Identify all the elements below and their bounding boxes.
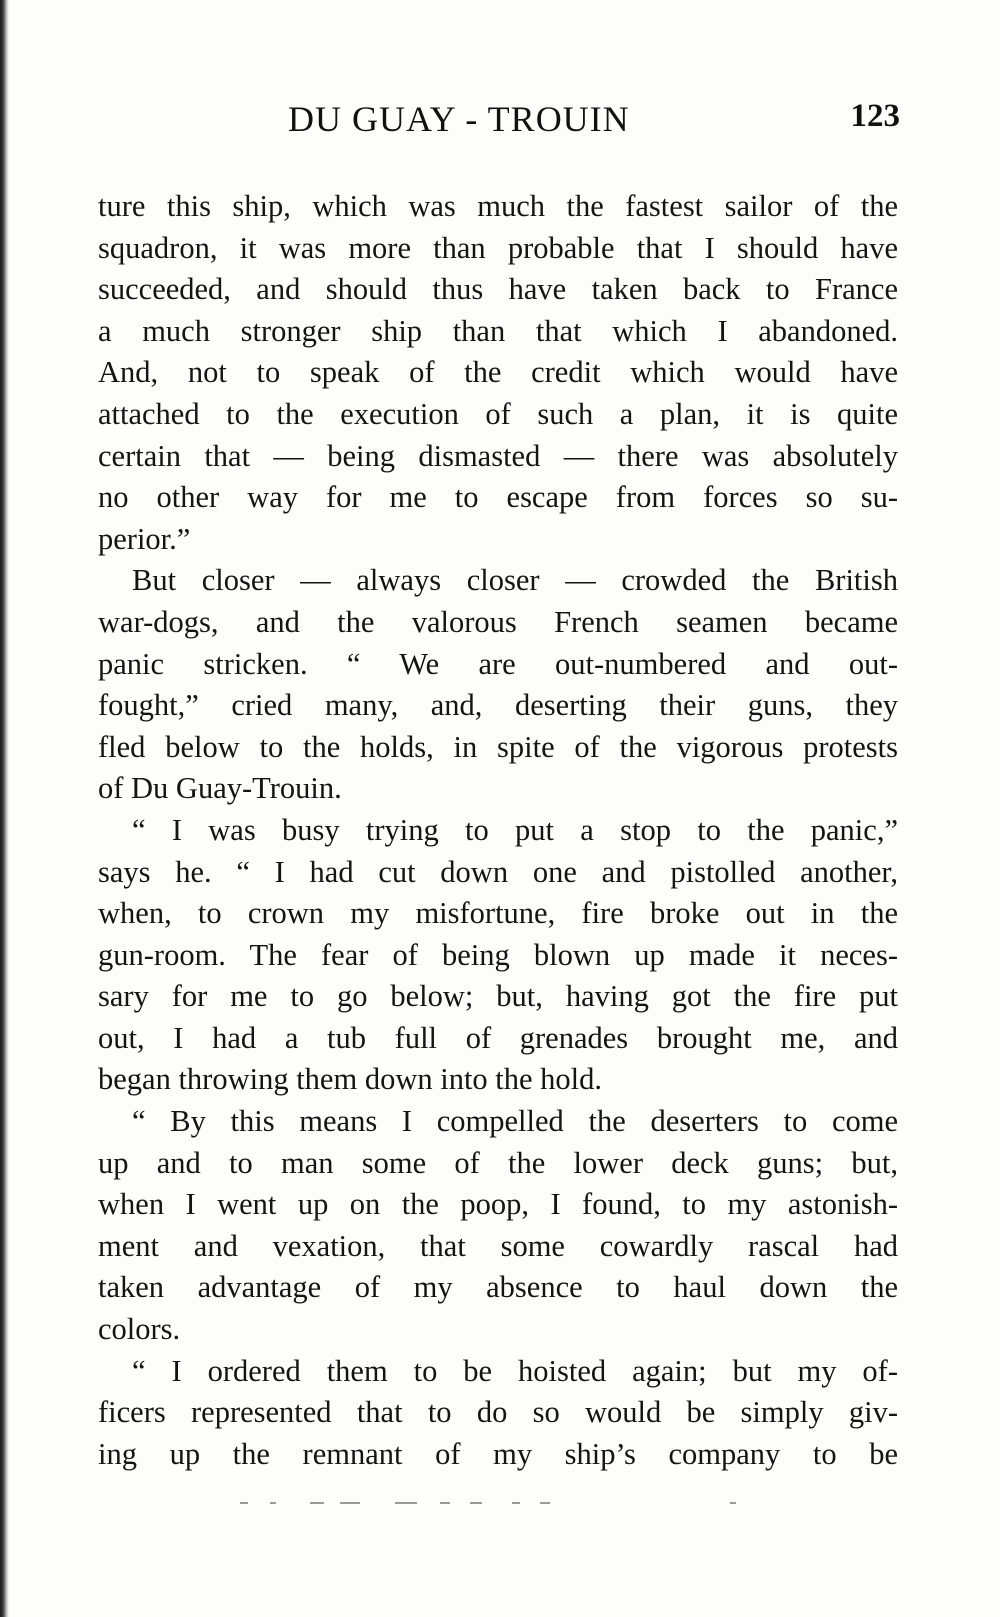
text-line: ture this ship, which was much the fastest sailor of the — [98, 189, 898, 223]
text-line: panic stricken. “ We are out-numbered and out- — [98, 646, 898, 681]
text-line: attached to the execution of such a plan, it is quite — [98, 396, 898, 431]
running-title: DU GUAY - TROUIN — [288, 99, 630, 139]
print-specks — [240, 1502, 760, 1506]
text-line: sary for me to go below; but, having got the fire put — [98, 979, 898, 1014]
body-text — [98, 186, 898, 1475]
text-line: “ By this means I compelled the deserters to come — [132, 1104, 898, 1139]
text-line: fought,” cried many, and, deserting their guns, they — [98, 688, 898, 723]
text-line: colors. — [98, 1312, 181, 1347]
text-line: ficers represented that to do so would be simply giv- — [98, 1395, 898, 1430]
text-line: And, not to speak of the credit which would have — [98, 355, 898, 390]
text-line: But closer — always closer — crowded the British — [132, 563, 898, 598]
page-gutter-edge — [0, 0, 9, 1617]
text-line: “ I ordered them to be hoisted again; but my of- — [132, 1353, 898, 1388]
text-line: succeeded, and should thus have taken back to France — [98, 272, 898, 307]
text-line: taken advantage of my absence to haul down the — [98, 1270, 898, 1305]
text-line: says he. “ I had cut down one and pistolled another, — [98, 854, 898, 889]
text-line: began throwing them down into the hold. — [98, 1062, 603, 1097]
text-line: no other way for me to escape from forces so su- — [98, 480, 898, 515]
text-line: ment and vexation, that some cowardly rascal had — [98, 1228, 898, 1263]
text-line: of Du Guay-Trouin. — [98, 771, 342, 806]
text-line: up and to man some of the lower deck guns; but, — [98, 1145, 898, 1180]
text-line: when, to crown my misfortune, fire broke out in the — [98, 896, 898, 931]
text-line: certain that — being dismasted — there was absolutely — [98, 438, 898, 473]
text-line: war-dogs, and the valorous French seamen became — [98, 604, 898, 639]
text-line: ing up the remnant of my ship’s company to be — [98, 1436, 898, 1471]
text-line: when I went up on the poop, I found, to my astonish- — [98, 1187, 898, 1222]
page-number: 123 — [850, 98, 900, 134]
text-line: a much stronger ship than that which I abandoned. — [98, 313, 898, 348]
text-line: squadron, it was more than probable that I should have — [98, 230, 898, 265]
text-line: gun-room. The fear of being blown up made it neces- — [98, 937, 898, 972]
text-line: “ I was busy trying to put a stop to the panic,” — [132, 812, 898, 847]
text-line: out, I had a tub full of grenades brought me, and — [98, 1020, 898, 1055]
text-line: fled below to the holds, in spite of the vigorous protests — [98, 729, 898, 764]
running-head — [100, 98, 900, 148]
text-line: perior.” — [98, 521, 191, 556]
